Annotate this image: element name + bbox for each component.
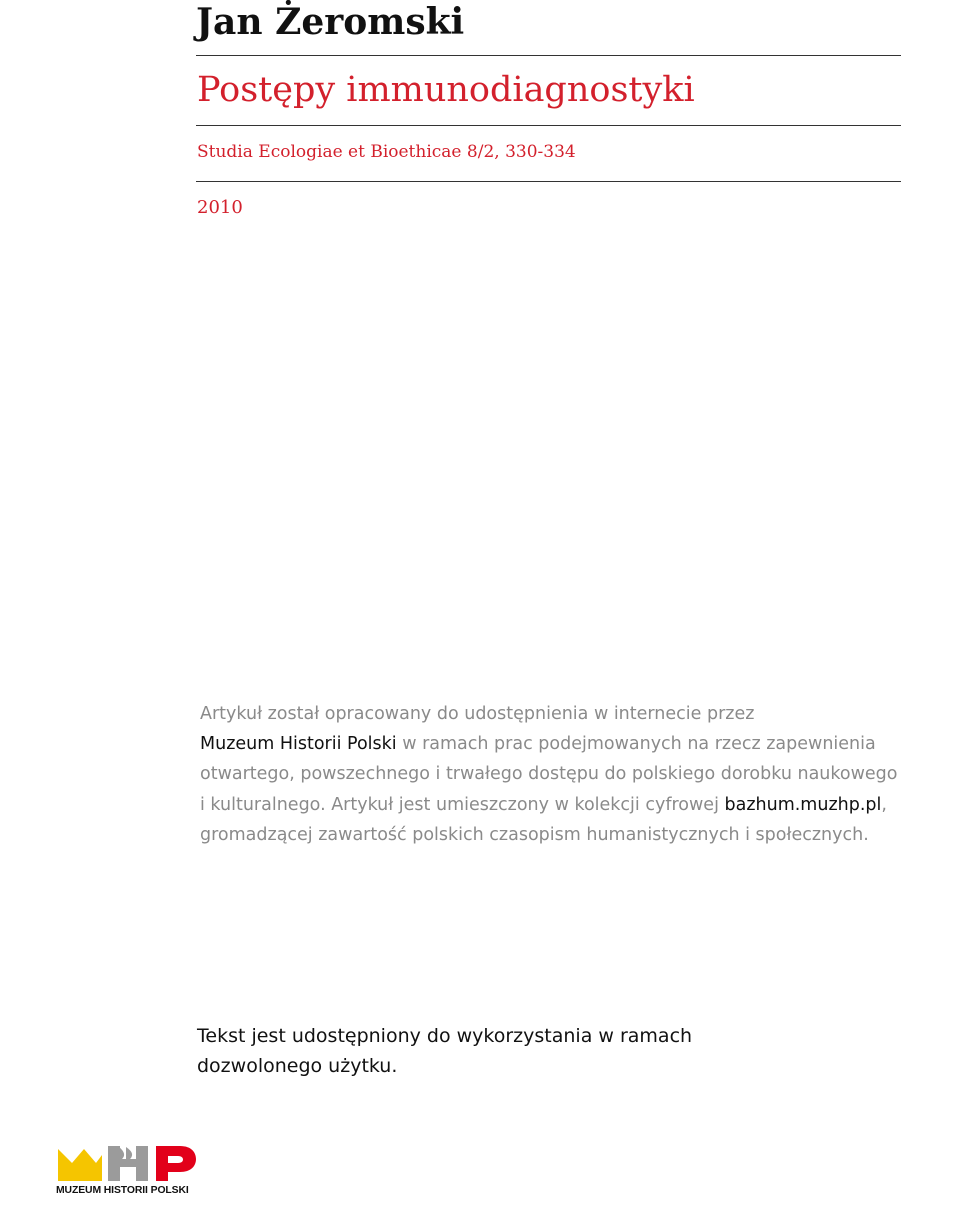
publication-year: 2010 [197,197,243,218]
author-name: Jan Żeromski [196,1,465,43]
collection-link[interactable]: bazhum.muzhp.pl [724,794,882,815]
divider-rule [196,125,901,126]
logo-caption: MUZEUM HISTORII POLSKI [56,1185,189,1196]
license-notice: Tekst jest udostępniony do wykorzystania w ramach dozwolonego użytku. [197,1025,693,1077]
museum-name: Muzeum Historii Polski [200,734,397,755]
notice-text: Artykuł został opracowany do udostępnienia w internecie przez [200,704,755,724]
notice-text: , gromadzącej zawartość polskich czasopism humanistycznych i społecznych. [200,794,887,845]
divider-rule [196,181,901,182]
museum-logo-mark [56,1143,202,1185]
journal-citation: Studia Ecologiae et Bioethicae 8/2, 330-334 [197,142,576,162]
museum-logo [56,1143,202,1199]
divider-rule [196,55,901,56]
notice-text: w ramach prac podejmowanych na rzecz zapewnienia otwartego, powszechnego i trwałego dostępu do polskiego dorobku naukowego i kulturalnego. Artykuł jest umieszczony w kolekcji cyfrowej [200,734,898,815]
availability-notice [200,699,900,850]
article-title: Postępy immunodiagnostyki [197,70,695,110]
